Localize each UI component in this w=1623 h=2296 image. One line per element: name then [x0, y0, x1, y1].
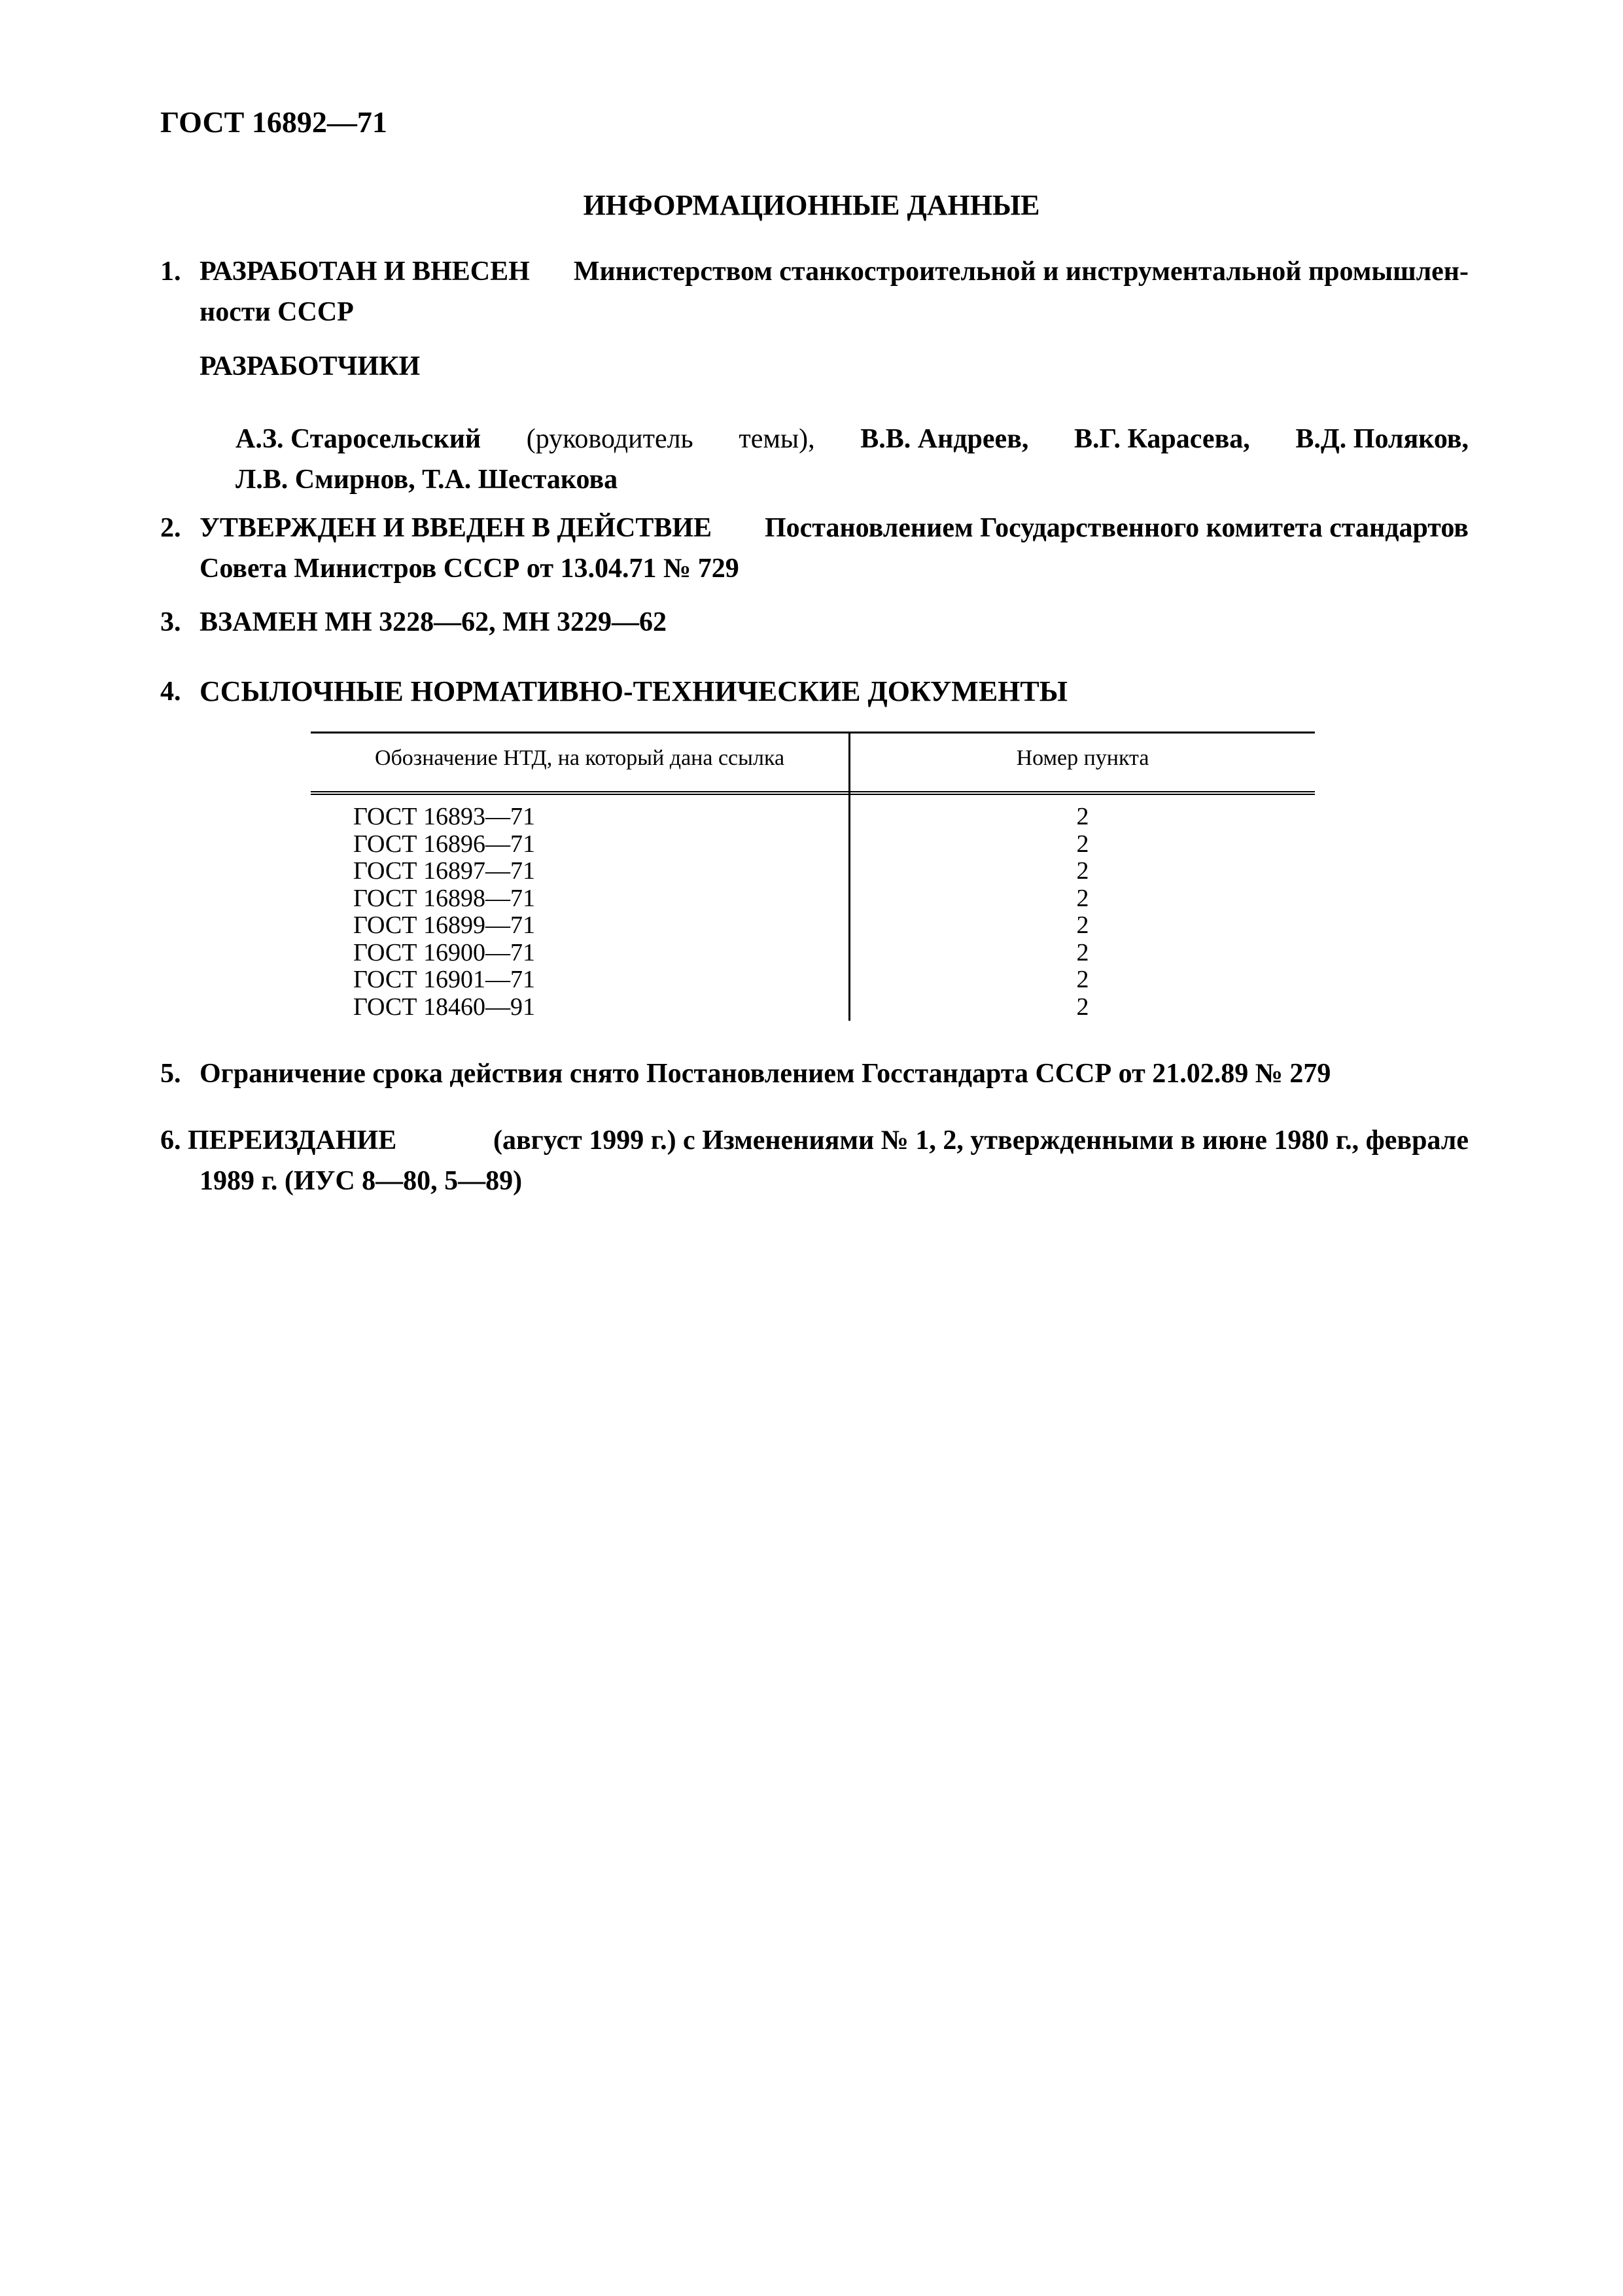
developer-lead-name: А.З. Старосельский — [236, 424, 481, 454]
table-body — [311, 804, 1315, 1021]
table-row — [311, 858, 1315, 885]
item-number: 5. — [160, 1059, 181, 1089]
page-title: ИНФОРМАЦИОННЫЕ ДАННЫЕ — [583, 189, 1040, 221]
item-number: 6. — [160, 1125, 181, 1156]
item-text-cont: 1989 г. (ИУС 8—80, 5—89) — [200, 1166, 523, 1196]
table-header-clause: Номер пункта — [1016, 746, 1149, 770]
item-4 — [160, 671, 1469, 712]
item-label: УТВЕРЖДЕН И ВВЕДЕН В ДЕЙСТВИЕ — [200, 513, 712, 543]
table-row — [311, 940, 1315, 967]
table-cell-clause: 2 — [1076, 857, 1089, 885]
table-cell-clause: 2 — [1076, 803, 1089, 830]
table-row — [311, 804, 1315, 831]
table-row — [311, 831, 1315, 858]
item-text-cont: ности СССР — [200, 297, 354, 327]
item-body — [200, 508, 1469, 589]
item-number: 2. — [160, 513, 181, 543]
table-row — [311, 912, 1315, 940]
item-1 — [160, 251, 1469, 332]
developer-name: В.Г. Карасева, — [1074, 424, 1250, 454]
reference-table — [311, 732, 1315, 1026]
item-text: Постановлением Государственного комитета стандартов — [764, 513, 1469, 543]
developer-name: В.В. Андреев, — [860, 424, 1029, 454]
item-text: (август 1999 г.) с Изменениями № 1, 2, утвержденными в июне 1980 г., феврале — [493, 1125, 1469, 1156]
table-header-rule — [311, 791, 1315, 795]
item-number: 1. — [160, 256, 181, 287]
item-label: РАЗРАБОТАН И ВНЕСЕН — [200, 256, 530, 287]
item-label: ПЕРЕИЗДАНИЕ — [188, 1125, 397, 1156]
developer-lead-role: (руководитель — [526, 424, 693, 454]
item-6 — [160, 1120, 1469, 1201]
developer-names-2: Л.В. Смирнов, Т.А. Шестакова — [236, 465, 618, 495]
table-cell-designation: ГОСТ 16896—71 — [353, 830, 535, 858]
table-cell-clause: 2 — [1076, 938, 1089, 966]
table-cell-designation: ГОСТ 16901—71 — [353, 966, 535, 993]
table-cell-clause: 2 — [1076, 993, 1089, 1021]
table-row — [311, 885, 1315, 913]
item-text: ВЗАМЕН МН 3228—62, МН 3229—62 — [200, 607, 667, 637]
item-body — [200, 251, 1469, 332]
table-cell-clause: 2 — [1076, 830, 1089, 858]
item-3 — [160, 602, 1469, 643]
table-top-rule — [311, 732, 1315, 733]
table-cell-clause: 2 — [1076, 911, 1089, 939]
item-body — [160, 1120, 1469, 1201]
table-row — [311, 994, 1315, 1021]
item-text: ССЫЛОЧНЫЕ НОРМАТИВНО-ТЕХНИЧЕСКИЕ ДОКУМЕНТЫ — [200, 675, 1068, 707]
table-cell-designation: ГОСТ 16898—71 — [353, 884, 535, 912]
item-text: Министерством станкостроительной и инструментальной промышлен- — [573, 256, 1469, 287]
table-cell-designation: ГОСТ 16897—71 — [353, 857, 535, 885]
developers-heading: РАЗРАБОТЧИКИ — [200, 351, 421, 381]
item-number: 4. — [160, 677, 181, 707]
table-cell-clause: 2 — [1076, 966, 1089, 993]
item-text: Ограничение срока действия снято Постановлением Госстандарта СССР от 21.02.89 № 279 — [200, 1059, 1331, 1089]
table-cell-designation: ГОСТ 16893—71 — [353, 803, 535, 830]
item-2 — [160, 508, 1469, 589]
developer-name: В.Д. Поляков, — [1295, 424, 1469, 454]
table-row — [311, 966, 1315, 994]
item-5 — [160, 1053, 1469, 1094]
document-code: ГОСТ 16892—71 — [160, 105, 387, 139]
item-text-cont: Совета Министров СССР от 13.04.71 № 729 — [200, 554, 739, 584]
item-number: 3. — [160, 607, 181, 637]
developers-list — [236, 419, 1469, 500]
table-cell-designation: ГОСТ 16899—71 — [353, 911, 535, 939]
table-header-designation: Обозначение НТД, на который дана ссылка — [374, 746, 785, 770]
table-cell-clause: 2 — [1076, 884, 1089, 912]
table-cell-designation: ГОСТ 18460—91 — [353, 993, 535, 1021]
table-cell-designation: ГОСТ 16900—71 — [353, 938, 535, 966]
developer-lead-role-2: темы), — [739, 424, 815, 454]
